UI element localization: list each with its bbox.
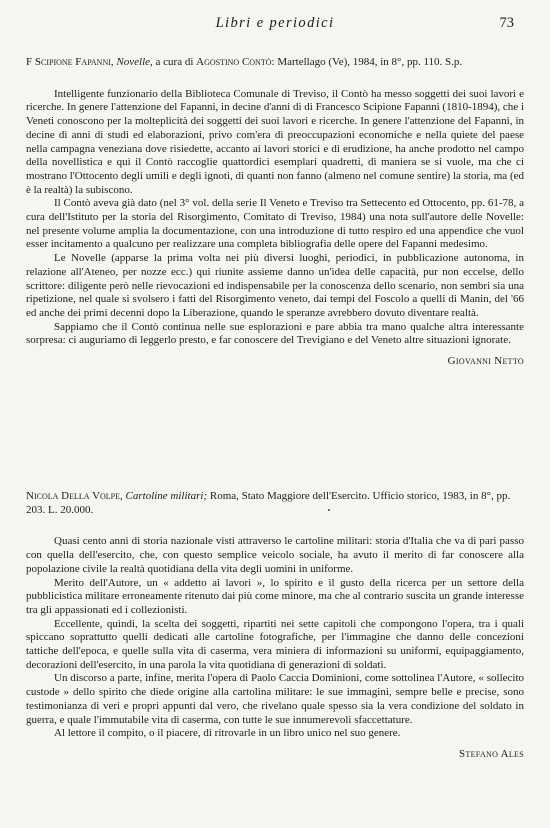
- review-paragraph: Al lettore il compito, o il piacere, di ritrovarle in un libro unico nel suo genere.: [54, 727, 401, 740]
- page-header: [0, 15, 550, 35]
- entry-connector: a cura di: [155, 56, 194, 68]
- entry-initial: F: [26, 56, 33, 68]
- review-fapanni: [26, 56, 524, 369]
- bibliographic-entry: [26, 56, 524, 70]
- reviewer-signature: Stefano Ales: [459, 747, 524, 760]
- book-title: Cartoline militari;: [125, 490, 208, 502]
- review-paragraph: Quasi cento anni di storia nazionale visti attraverso le cartoline militari: storia d'Italia che va di pari passo con quella dell'esercito, che, con questo semplice veicolo sociale, ha avuto il merito di far conoscere alla popolazione civile la realtà quotidiana della vita degli uomini in uniforme.: [26, 535, 524, 575]
- review-paragraph: Il Contò aveva già dato (nel 3° vol. della serie Il Veneto e Treviso tra Settecento ed Ottocento, pp. 61-78, a cura dell'Istituto per la storia del Risorgimento, Comitato di Treviso, 1984) una nota sull'autore delle Novelle: nel presente volume amplia la documentazione, con una introduzione di tutto respiro ed una appendice che vuol esser incitamento a qualcuno per realizzare una completa bibliografia delle opere del Fapanni medesimo.: [26, 197, 524, 251]
- review-paragraph: Sappiamo che il Contò continua nelle sue esplorazioni e pare abbia tra mano qualche altra interessante sorpresa: ci auguriamo di leggerlo presto, e far conoscere del Trevigiano e del Veneto altre situazioni ignorate.: [26, 320, 524, 347]
- book-title: Novelle,: [116, 56, 153, 68]
- review-paragraph: Un discorso a parte, infine, merita l'opera di Paolo Caccia Dominioni, come sottolinea l'Autore, « sollecito custode » dello spirito che diede origine alla cartolina militare: le sue immagini, sempre belle e precise, sono testimonianza di veri e propri appunti dal vero, che rivelano quale spesso sia la vera condizione del soldato in guerra, e quale l'immutabile vita di caserma, con tutte le sue innumerevoli sfaccettature.: [26, 672, 524, 726]
- publication-details: Roma, Stato Maggiore dell'Esercito. Ufficio storico, 1983, in 8°, pp. 203. L. 20.000.: [26, 490, 511, 516]
- page-number: 73: [499, 15, 514, 31]
- book-author: Scipione Fapanni,: [34, 56, 114, 68]
- review-paragraph: Le Novelle (apparse la prima volta nei più diversi luoghi, periodici, in pubblicazione autonoma, in relazione all'Ateneo, per nozze ecc.) qui riunite assieme danno un'idea delle capacità, pur non eccelse, dello scrittore: diligente però nelle rievocazioni ed indispensabile per la conoscenza dello scenario, non sembri sia una ripetizione, nel quale si svolsero i fatti del Risorgimento veneto, dai tempi del Foscolo a quelli di Manin, del '66 ed anche dei primi decenni dopo la Liberazione, quando le speranze avrebbero dovuto diventare realtà.: [26, 252, 524, 319]
- running-title: Libri e periodici: [215, 15, 335, 31]
- bibliographic-entry: [26, 490, 524, 517]
- review-della-volpe: [26, 490, 524, 762]
- review-paragraph: Merito dell'Autore, un « addetto ai lavori », lo spirito e il gusto della ricerca per un settore della pubblicistica militare erroneamente ritenuto dai più come minore, ma che al contrario suscita un grande interesse tra gli appassionati ed i collezionisti.: [26, 576, 524, 616]
- reviewer-signature: Giovanni Netto: [447, 355, 524, 368]
- publication-details: Martellago (Ve), 1984, in 8°, pp. 110. S.p.: [277, 56, 463, 68]
- book-editor: Agostino Contò:: [196, 56, 275, 68]
- review-paragraph: Eccellente, quindi, la scelta dei soggetti, ripartiti nei sette capitoli che compongono l'opera, tra i quali spiccano soprattutto quelli dedicati alle cartoline fotografiche, per l'immagine che danno delle concezioni tattiche dell'epoca, e quelle sulla vita di caserma, vera miniera di informazioni su uniformi, equipaggiamento, decorazioni dell'esercito, in una parola la vita quotidiana di generazioni di soldati.: [26, 617, 524, 671]
- review-paragraph: Intelligente funzionario della Biblioteca Comunale di Treviso, il Contò ha messo soggetti dei suoi lavori e ricerche. In genere l'attenzione del Fapanni, in decine d'anni di di Francesco Scipione Fapanni (1810-1894), che i Veneti conoscono per la molteplicità dei soggetti dei suoi lavori e ricerche. In genere l'attenzione del Fapanni, in decine di anni di studi ed elaborazioni, privo com'era di preoccupazioni economiche e nella quiete del paese nella campagna veneziana dove risiedette, accanto ai lavori storici e di erudizione, ha anche prodotto nel campo della novellistica e qui il Contò raccoglie quattordici esemplari quadretti, di maniera se si vuole, ma che ci mostrano l'Ottocento degli umili e degli ignoti, di quanti non fanno (almeno nel comune sentire) la storia, ma (ed è la realtà) la subiscono.: [26, 87, 524, 196]
- book-author: Nicola Della Volpe,: [26, 490, 123, 502]
